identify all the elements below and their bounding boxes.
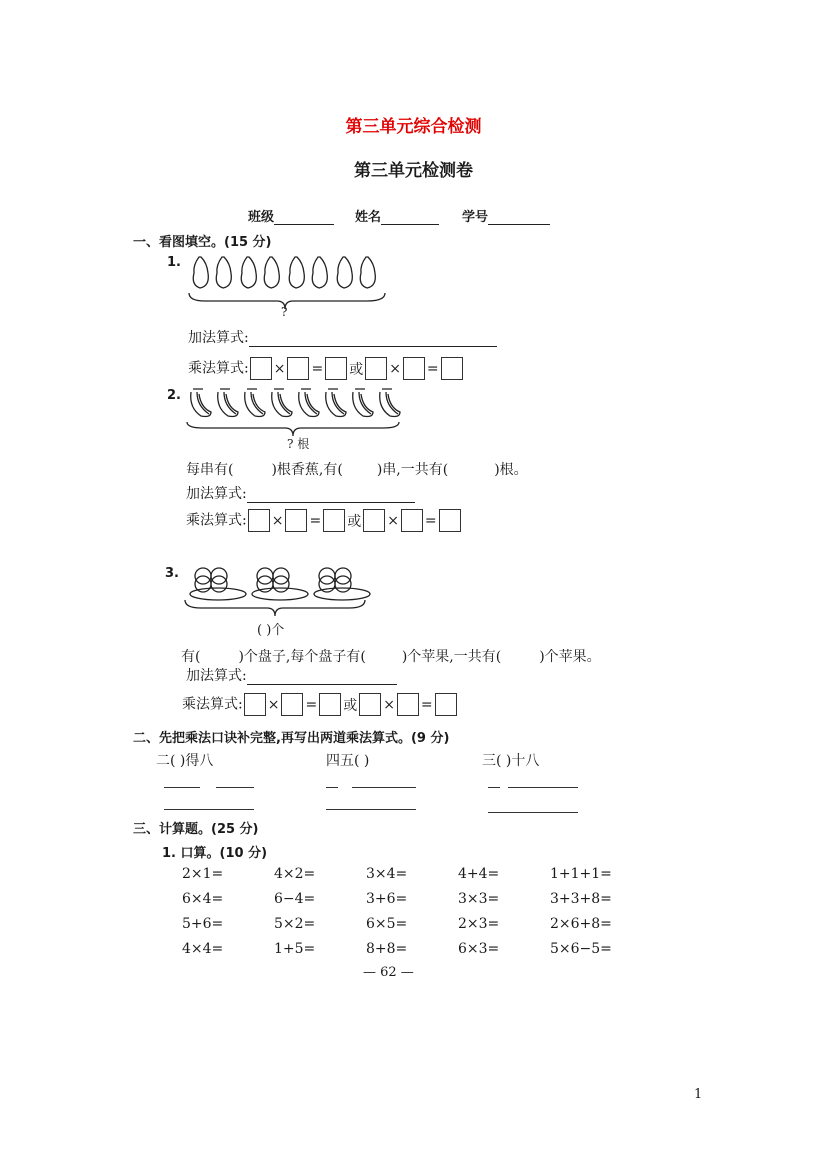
q3-text-2: )个盘子,每个盘子有( xyxy=(238,649,366,665)
banana-icon xyxy=(218,389,238,417)
times-sign: × xyxy=(267,696,280,713)
calc-item[interactable]: 4×4= xyxy=(182,941,224,957)
q3-box-5[interactable] xyxy=(397,693,419,716)
q3-sentence xyxy=(181,646,601,666)
class-field xyxy=(248,206,334,225)
equals-sign: = xyxy=(311,360,324,377)
equals-sign: = xyxy=(426,360,439,377)
inner-page-number: — 62 — xyxy=(363,965,414,980)
answer-line[interactable] xyxy=(488,787,500,788)
times-sign: × xyxy=(387,512,399,529)
pear-icon xyxy=(337,257,352,288)
q1-box-3[interactable] xyxy=(325,357,347,380)
mult-rhyme-1: 二( )得八 xyxy=(156,753,214,769)
number-label: 学号 xyxy=(462,210,489,225)
q2-box-4[interactable] xyxy=(363,509,385,532)
pear-icon xyxy=(360,257,375,288)
section1-heading: 一、看图填空。(15 分) xyxy=(133,235,272,250)
q1-box-4[interactable] xyxy=(365,357,387,380)
q2-add-blank[interactable] xyxy=(247,501,415,503)
answer-line[interactable] xyxy=(164,809,254,810)
calc-item[interactable]: 4+4= xyxy=(458,866,500,882)
calc-item[interactable]: 6×5= xyxy=(366,916,408,932)
pear-illustration xyxy=(185,253,395,323)
equals-sign: = xyxy=(420,696,433,713)
section3-heading: 三、计算题。(25 分) xyxy=(133,822,259,837)
calc-item[interactable]: 2×1= xyxy=(182,866,224,882)
q3-text-4: )个苹果。 xyxy=(539,649,601,665)
class-blank[interactable] xyxy=(274,210,334,225)
page-title: 第三单元检测卷 xyxy=(354,161,473,181)
times-sign: × xyxy=(389,360,401,377)
q1-add-row xyxy=(188,327,497,347)
q1-question-mark: ? xyxy=(281,305,288,319)
q2-text-4: )根。 xyxy=(494,462,528,478)
q3-add-row xyxy=(186,665,397,685)
times-sign: × xyxy=(273,360,286,377)
apple-plates-illustration xyxy=(183,562,373,624)
banana-icon xyxy=(353,389,373,417)
answer-line[interactable] xyxy=(164,787,200,788)
q1-box-2[interactable] xyxy=(287,357,309,380)
or-word: 或 xyxy=(347,513,362,530)
q1-box-1[interactable] xyxy=(250,357,272,380)
q1-mul-label: 乘法算式: xyxy=(188,360,249,377)
pear-icon xyxy=(241,257,256,288)
calc-item[interactable]: 2×6+8= xyxy=(550,916,612,932)
q3-box-4[interactable] xyxy=(359,693,381,716)
or-word: 或 xyxy=(349,361,364,378)
times-sign: × xyxy=(383,696,395,713)
section2-heading: 二、先把乘法口诀补完整,再写出两道乘法算式。(9 分) xyxy=(133,731,450,746)
q1-mul-row xyxy=(188,357,464,380)
equals-sign: = xyxy=(309,512,322,529)
q3-box-3[interactable] xyxy=(319,693,341,716)
answer-line[interactable] xyxy=(216,787,254,788)
q3-mul-row xyxy=(182,693,458,716)
mult-rhyme-3: 三( )十八 xyxy=(482,753,540,769)
calc-item[interactable]: 3+6= xyxy=(366,891,408,907)
q2-box-2[interactable] xyxy=(285,509,307,532)
q3-mul-label: 乘法算式: xyxy=(182,696,243,713)
q2-box-5[interactable] xyxy=(401,509,423,532)
q3-text-1: 有( xyxy=(181,649,201,665)
calc-item[interactable]: 3+3+8= xyxy=(550,891,612,907)
calc-item[interactable]: 5×6−5= xyxy=(550,941,612,957)
page-number: 1 xyxy=(694,1087,703,1102)
or-word: 或 xyxy=(343,697,358,714)
class-label: 班级 xyxy=(248,210,275,225)
q2-mul-label: 乘法算式: xyxy=(186,512,247,529)
q2-question-mark: ? 根 xyxy=(287,437,310,451)
q2-text-1: 每串有( xyxy=(186,462,234,478)
equals-sign: = xyxy=(305,696,318,713)
q1-box-6[interactable] xyxy=(441,357,463,380)
calc-item[interactable]: 4×2= xyxy=(274,866,316,882)
answer-line[interactable] xyxy=(488,812,578,813)
answer-line[interactable] xyxy=(326,787,338,788)
q3-box-6[interactable] xyxy=(435,693,457,716)
q1-add-label: 加法算式: xyxy=(188,330,249,346)
answer-line[interactable] xyxy=(508,787,578,788)
q2-text-3: )串,一共有( xyxy=(376,462,449,478)
banana-icon xyxy=(380,389,400,417)
pear-icon xyxy=(312,257,327,288)
calc-item[interactable]: 2×3= xyxy=(458,916,500,932)
banana-illustration xyxy=(185,386,410,436)
q2-mul-row xyxy=(186,509,462,532)
calc-item[interactable]: 6×3= xyxy=(458,941,500,957)
q1-box-5[interactable] xyxy=(403,357,425,380)
times-sign: × xyxy=(271,512,284,529)
calc-item[interactable]: 6−4= xyxy=(274,891,316,907)
q2-text-2: )根香蕉,有( xyxy=(271,462,343,478)
calc-item[interactable]: 3×3= xyxy=(458,891,500,907)
calc-item[interactable]: 6×4= xyxy=(182,891,224,907)
q3-add-label: 加法算式: xyxy=(186,668,247,684)
banana-icon xyxy=(299,389,319,417)
name-label: 姓名 xyxy=(355,210,382,225)
q1-number: 1. xyxy=(167,255,181,270)
calc-item[interactable]: 1+5= xyxy=(274,941,316,957)
answer-line[interactable] xyxy=(352,787,416,788)
name-blank[interactable] xyxy=(381,210,439,225)
q1-add-blank[interactable] xyxy=(249,345,497,347)
q3-number: 3. xyxy=(165,566,179,581)
pear-icon xyxy=(289,257,304,288)
q2-add-row xyxy=(186,483,415,503)
pear-icon xyxy=(264,257,279,288)
answer-line[interactable] xyxy=(326,809,416,810)
calc-item[interactable]: 3×4= xyxy=(366,866,408,882)
banana-icon xyxy=(245,389,265,417)
q3-question-mark: ( )个 xyxy=(257,623,285,638)
pear-icon xyxy=(216,257,231,288)
oral-calc-heading: 1. 口算。(10 分) xyxy=(162,846,268,861)
pear-icon xyxy=(193,257,208,288)
q2-number: 2. xyxy=(167,388,181,403)
calc-item[interactable]: 5+6= xyxy=(182,916,224,932)
banana-icon xyxy=(272,389,292,417)
name-field xyxy=(355,206,439,225)
equals-sign: = xyxy=(424,512,437,529)
q2-sentence xyxy=(186,459,528,479)
number-field xyxy=(462,206,550,225)
q2-box-3[interactable] xyxy=(323,509,345,532)
number-blank[interactable] xyxy=(488,210,550,225)
red-title: 第三单元综合检测 xyxy=(345,117,482,137)
banana-icon xyxy=(326,389,346,417)
q2-add-label: 加法算式: xyxy=(186,486,247,502)
mult-rhyme-2: 四五( ) xyxy=(326,753,370,769)
calc-item[interactable]: 8+8= xyxy=(366,941,408,957)
q3-box-1[interactable] xyxy=(244,693,266,716)
q2-box-1[interactable] xyxy=(248,509,270,532)
calc-item[interactable]: 5×2= xyxy=(274,916,316,932)
q3-add-blank[interactable] xyxy=(247,683,397,685)
q3-box-2[interactable] xyxy=(281,693,303,716)
banana-icon xyxy=(191,389,211,417)
calc-item[interactable]: 1+1+1= xyxy=(550,866,612,882)
q3-text-3: )个苹果,一共有( xyxy=(401,649,502,665)
q2-box-6[interactable] xyxy=(439,509,461,532)
